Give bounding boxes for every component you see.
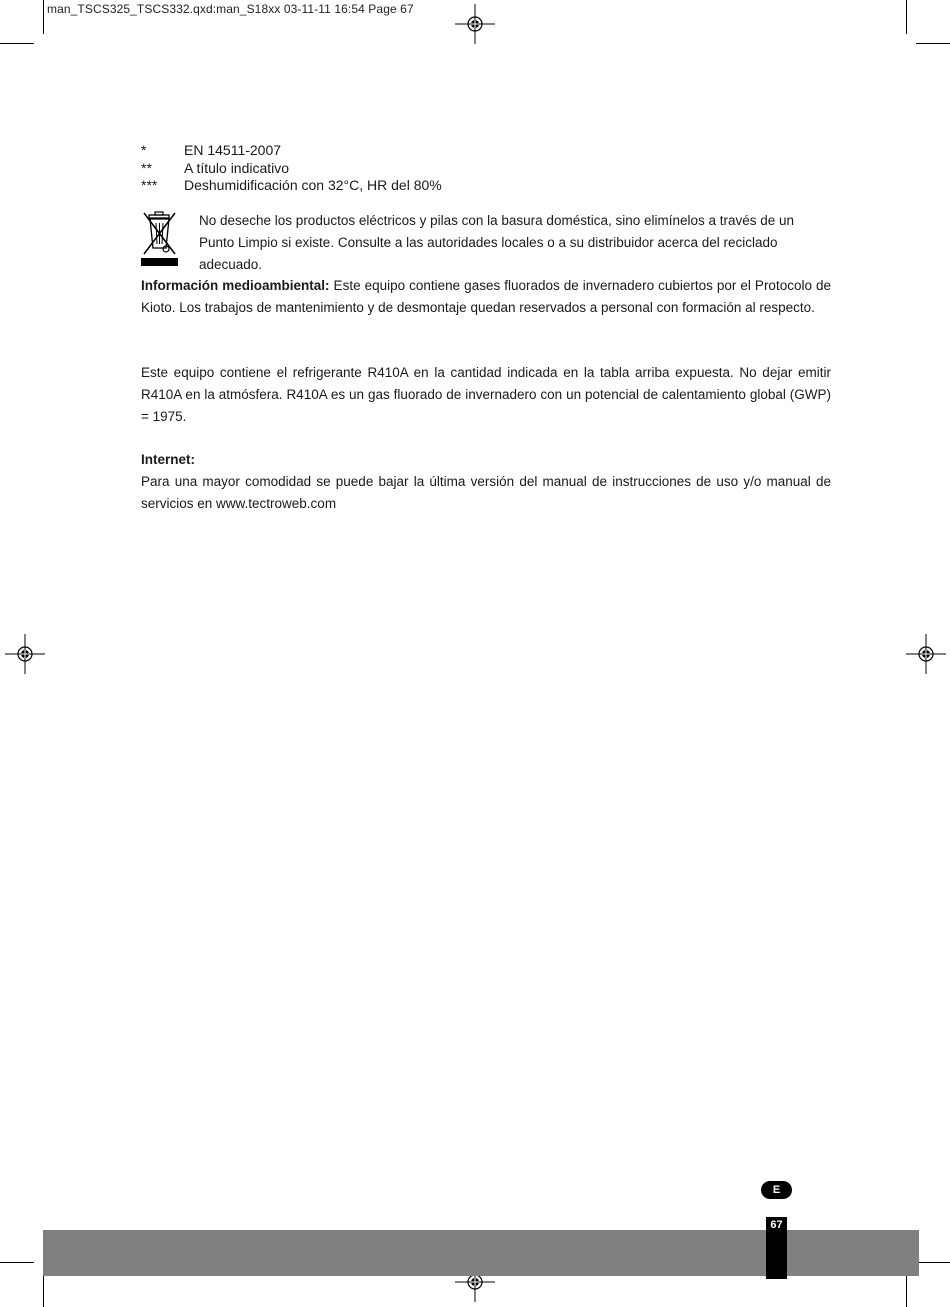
footer-bar [43, 1230, 919, 1276]
internet-heading: Internet: [141, 452, 195, 467]
footnote-mark: *** [141, 177, 158, 193]
crop-mark [0, 43, 34, 44]
environmental-info-label: Información medioambiental: [141, 278, 330, 293]
crop-mark [0, 1262, 34, 1263]
footnote [141, 160, 442, 178]
crop-mark [43, 1273, 44, 1307]
registration-mark-icon [455, 4, 495, 44]
crop-mark [916, 43, 950, 44]
environmental-info-text: Este equipo contiene gases fluorados de invernadero cubiertos por el Protocolo de Kioto. Los trabajos de mantenimiento y de desmontaje quedan reservados a personal con formación al respecto. [141, 278, 831, 315]
footnote [141, 142, 442, 160]
crop-mark [43, 0, 44, 34]
footnote [141, 177, 442, 195]
internet-info [141, 449, 831, 515]
refrigerant-info: Este equipo contiene el refrigerante R410A en la cantidad indicada en la tabla arriba expuesta. No dejar emitir R410A en la atmósfera. R410A es un gas fluorado de invernadero con un potencial de calentamiento global (GWP) = 1975. [141, 365, 831, 424]
crossed-out-wheelie-bin-icon [141, 210, 178, 267]
print-slug: man_TSCS325_TSCS332.qxd:man_S18xx 03-11-11 16:54 Page 67 [47, 2, 414, 16]
footnote-text: EN 14511-2007 [184, 142, 282, 158]
footnote-mark: * [141, 142, 147, 158]
registration-mark-icon [5, 634, 45, 674]
footnotes [141, 142, 442, 195]
footnote-text: Deshumidificación con 32°C, HR del 80% [184, 177, 442, 193]
internet-text: Para una mayor comodidad se puede bajar la última versión del manual de instrucciones de uso y/o manual de servicios en www.tectroweb.com [141, 474, 831, 511]
registration-mark-icon [906, 634, 946, 674]
language-badge: E [761, 1181, 792, 1199]
crop-mark [916, 1262, 950, 1263]
footnote-text: A título indicativo [184, 159, 290, 176]
footnote-mark: ** [141, 159, 152, 176]
disposal-notice: No deseche los productos eléctricos y pilas con la basura doméstica, sino elimínelos a través de un Punto Limpio si existe. Consulte a las autoridades locales o a su distribuidor acerca del reciclado adecuado. [199, 213, 795, 272]
crop-mark [906, 1273, 907, 1307]
environmental-info [141, 275, 831, 319]
page-number: 67 [766, 1217, 787, 1279]
crop-mark [906, 0, 907, 34]
